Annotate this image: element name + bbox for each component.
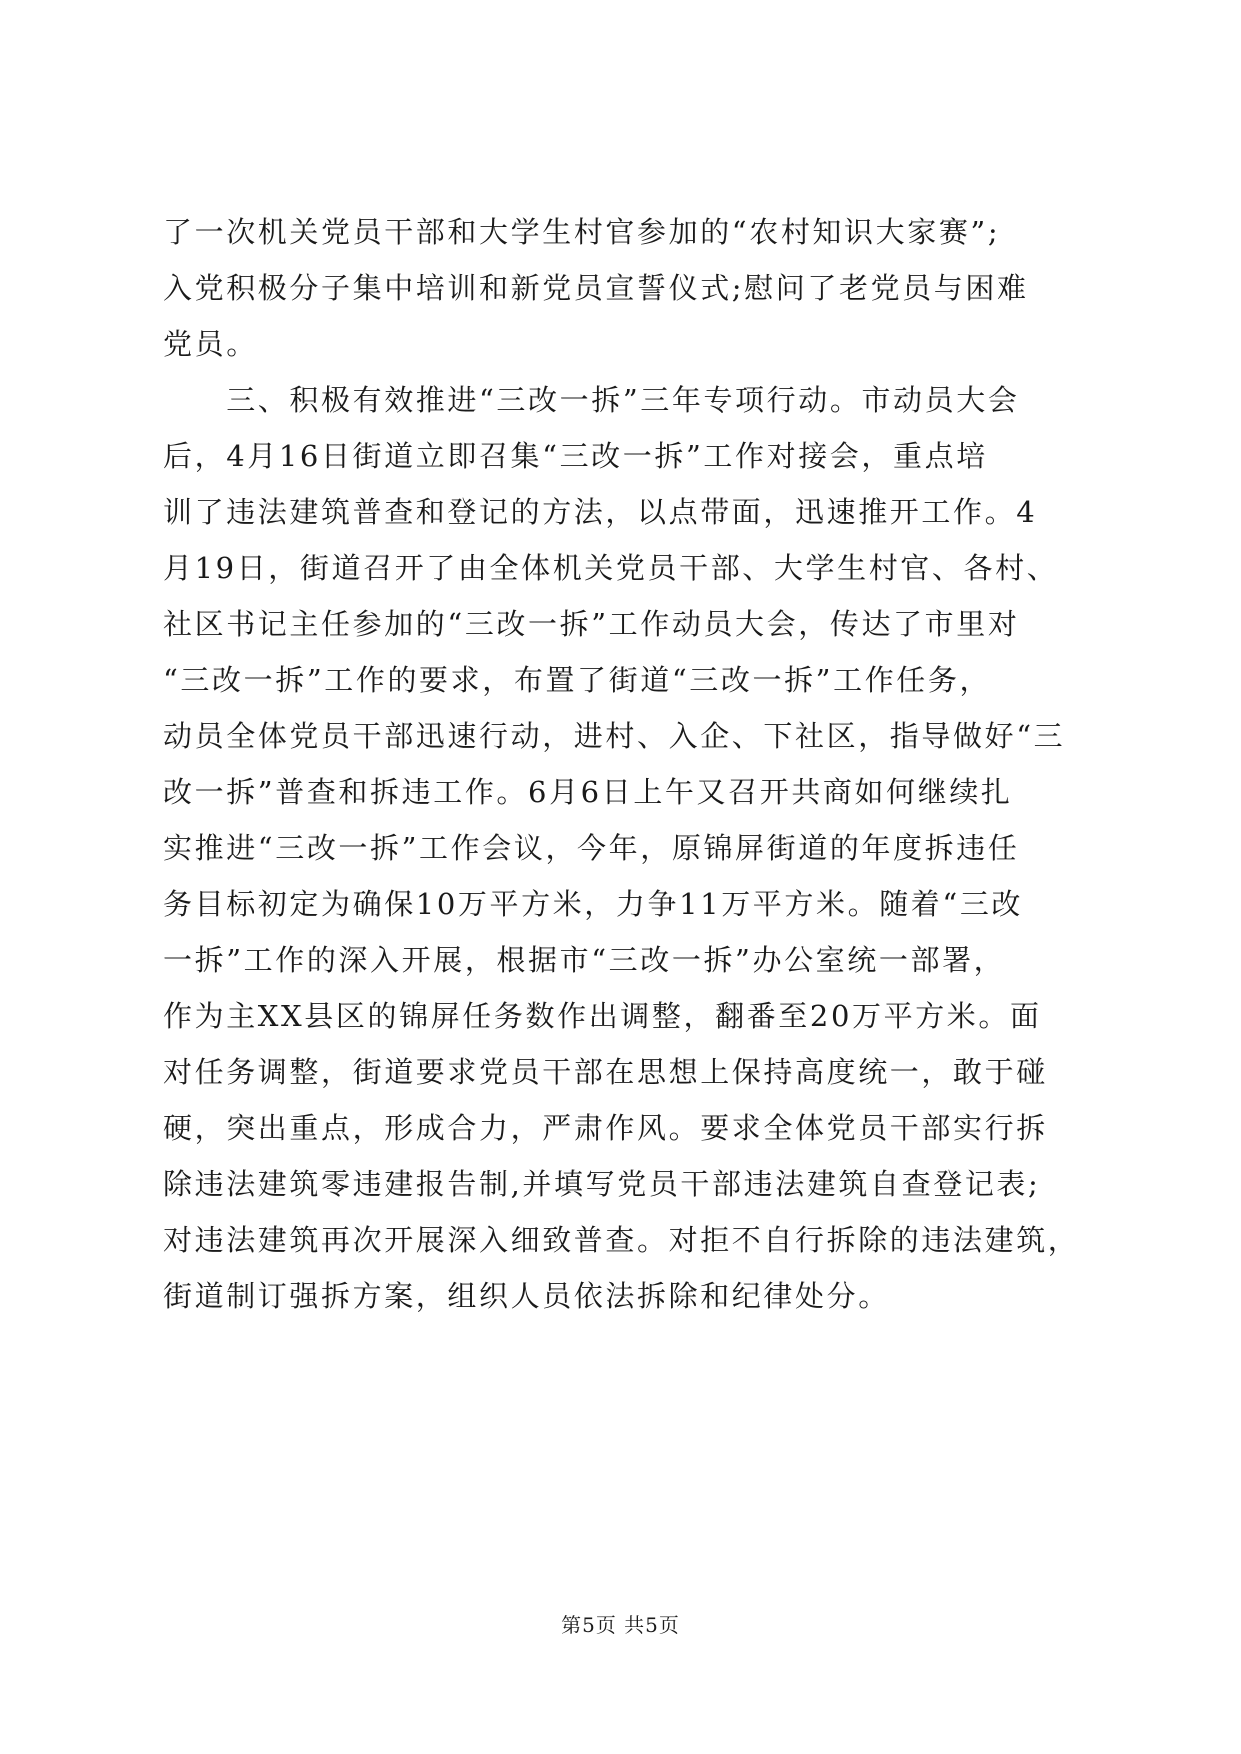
- text-line: 动员全体党员干部迅速行动，进村、入企、下社区，指导做好“三: [163, 719, 1066, 753]
- text-line: 硬，突出重点，形成合力，严肃作风。要求全体党员干部实行拆: [163, 1111, 1048, 1145]
- text-line: 入党积极分子集中培训和新党员宣誓仪式;慰问了老党员与困难: [163, 271, 1029, 305]
- text-line: 党员。: [163, 327, 258, 361]
- text-line: 作为主XX县区的锦屏任务数作出调整，翻番至20万平方米。面: [163, 999, 1042, 1033]
- body-text: [163, 204, 1103, 1324]
- text-line: 了一次机关党员干部和大学生村官参加的“农村知识大家赛”;: [163, 215, 1001, 249]
- text-line: 后，4月16日街道立即召集“三改一拆”工作对接会，重点培: [163, 439, 988, 473]
- text-line: 对违法建筑再次开展深入细致普查。对拒不自行拆除的违法建筑，: [163, 1223, 1080, 1257]
- text-line: 改一拆”普查和拆违工作。6月6日上午又召开共商如何继续扎: [163, 775, 1013, 809]
- text-line: 一拆”工作的深入开展，根据市“三改一拆”办公室统一部署，: [163, 943, 1006, 977]
- page-number-label: 第5页 共5页: [561, 1613, 680, 1637]
- text-line: 街道制订强拆方案，组织人员依法拆除和纪律处分。: [163, 1279, 890, 1313]
- text-line: 对任务调整，街道要求党员干部在思想上保持高度统一，敢于碰: [163, 1055, 1048, 1089]
- text-line: 社区书记主任参加的“三改一拆”工作动员大会，传达了市里对: [163, 607, 1020, 641]
- text-line: 训了违法建筑普查和登记的方法，以点带面，迅速推开工作。4: [163, 495, 1038, 529]
- text-line: 除违法建筑零违建报告制,并填写党员干部违法建筑自查登记表;: [163, 1167, 1041, 1201]
- text-line: “三改一拆”工作的要求，布置了街道“三改一拆”工作任务，: [163, 663, 992, 697]
- text-line: 务目标初定为确保10万平方米，力争11万平方米。随着“三改: [163, 887, 1024, 921]
- text-line: 三、积极有效推进“三改一拆”三年专项行动。市动员大会: [163, 383, 1020, 417]
- page-footer: [0, 1611, 1241, 1639]
- text-line: 月19日，街道召开了由全体机关党员干部、大学生村官、各村、: [163, 551, 1059, 585]
- text-line: 实推进“三改一拆”工作会议，今年，原锦屏街道的年度拆违任: [163, 831, 1020, 865]
